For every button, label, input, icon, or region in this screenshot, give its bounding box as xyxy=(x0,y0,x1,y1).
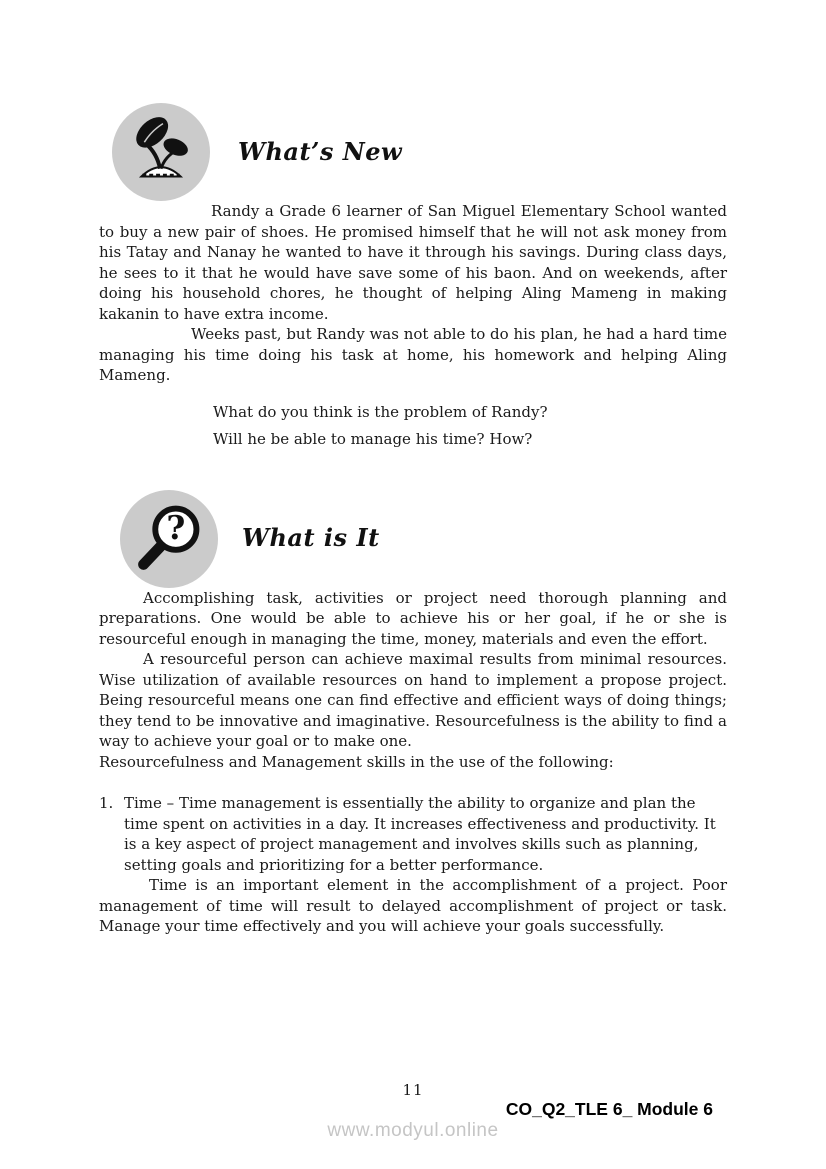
list-item-time xyxy=(99,793,727,875)
intro-line-skills: Resourcefulness and Management skills in the use of the following: xyxy=(99,752,614,771)
svg-text:?: ? xyxy=(166,508,186,547)
question-problem-of-randy: What do you think is the problem of Randy? xyxy=(213,402,548,421)
seedling-icon xyxy=(112,103,210,201)
list-text-time-management: Time – Time management is essentially the ability to organize and plan the time spent on activities in a day. It increases effectiveness and productivity. It is a key aspect of project management and involves skills such as planning, setting goals and prioritizing for a better performance. xyxy=(124,794,716,874)
paragraph-resourceful-person: A resourceful person can achieve maximal results from minimal resources. Wise utilization of available resources on hand to implement a propose project. Being resourceful means one can find effective and efficient ways of doing things; they tend to be innovative and imaginative. Resourcefulness is the ability to find a way to achieve your goal or to make one. xyxy=(99,650,727,750)
paragraph-weeks-past: Weeks past, but Randy was not able to do his plan, he had a hard time managing his time doing his task at home, his homework and helping Aling Mameng. xyxy=(99,325,727,384)
section-header-whats-new xyxy=(112,103,826,201)
list-number: 1. xyxy=(99,794,114,812)
module-label: CO_Q2_TLE 6_ Module 6 xyxy=(505,1099,713,1119)
paragraph-accomplishing: Accomplishing task, activities or project need thorough planning and preparations. One would be able to achieve his or her goal, if he or she is resourceful enough in managing the time, money, materials and even the effort. xyxy=(99,588,727,648)
page-number: 11 xyxy=(402,1081,424,1099)
paragraph-randy-story: Randy a Grade 6 learner of San Miguel Elementary School wanted to buy a new pair of shoes. He promised himself that he will not ask money from his Tatay and Nanay he wanted to have it through his savings. During class days, he sees to it that he would have save some of his baon. And on weekends, after doing his household chores, he thought of helping Aling Mameng in making kakanin to have extra income. xyxy=(99,202,727,323)
section-title-what-is-it: What is It xyxy=(242,523,380,553)
magnifier-question-icon xyxy=(120,490,218,588)
section-title-whats-new: What’s New xyxy=(238,136,403,166)
question-manage-time: Will he be able to manage his time? How? xyxy=(213,430,533,448)
watermark: www.modyul.online xyxy=(327,1120,499,1141)
paragraph-time-importance: Time is an important element in the accomplishment of a project. Poor management of time will result to delayed accomplishment of project or task. Manage your time effectively and you will achieve your goals successfully. xyxy=(99,876,727,935)
section-header-what-is-it xyxy=(120,490,826,588)
